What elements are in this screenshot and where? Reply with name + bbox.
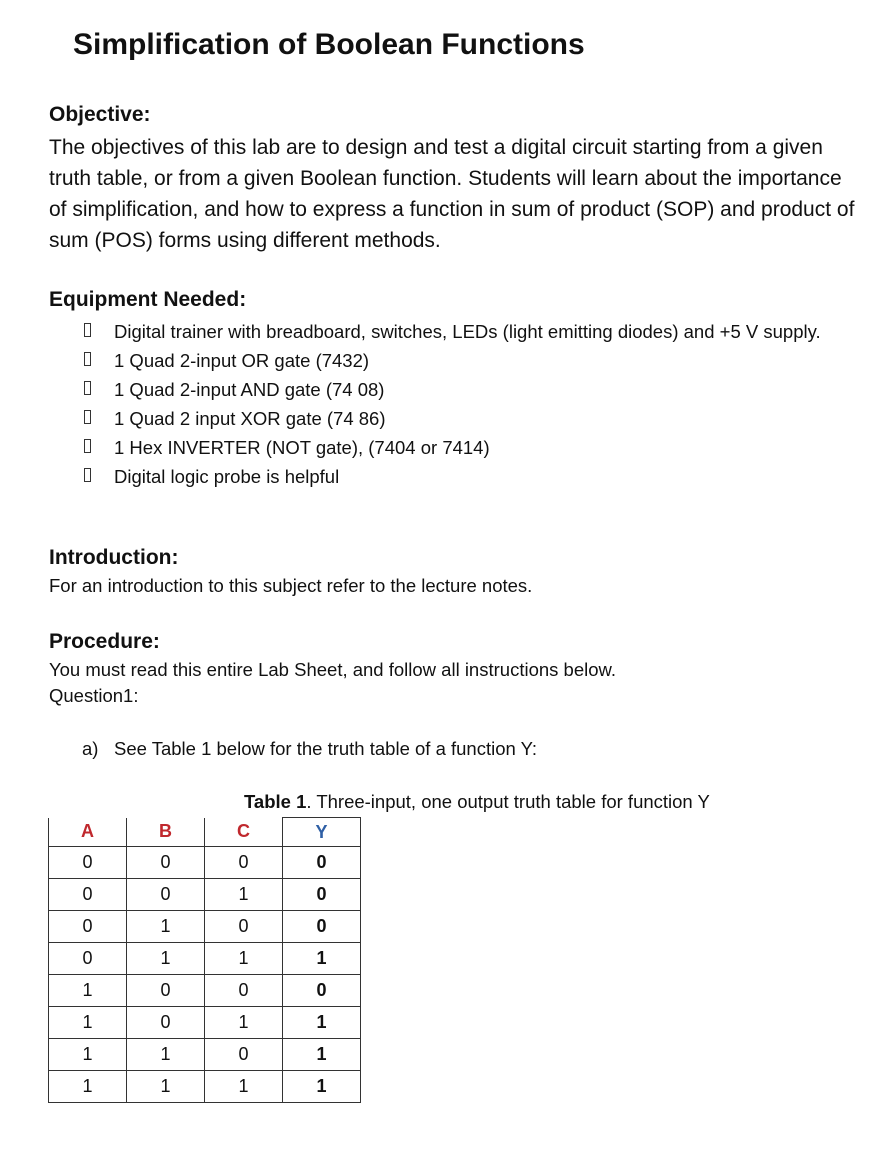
equipment-heading: Equipment Needed: (49, 288, 247, 311)
truth-table (48, 817, 361, 1103)
cell-c: 1 (205, 1071, 283, 1103)
cell-c: 1 (205, 1007, 283, 1039)
cell-b: 1 (127, 1039, 205, 1071)
cell-a: 1 (49, 1071, 127, 1103)
cell-y: 0 (283, 847, 361, 879)
cell-a: 1 (49, 1007, 127, 1039)
cell-b: 1 (127, 943, 205, 975)
cell-a: 1 (49, 975, 127, 1007)
item-a-text: See Table 1 below for the truth table of a function Y: (114, 738, 538, 759)
table-row (49, 1007, 361, 1039)
objective-text: The objectives of this lab are to design and test a digital circuit starting from a given truth table, or from a given Boolean function. Students will learn about the importance of simplification, and how to express a function in sum of product (SOP) and product of sum (POS) forms using different methods. (49, 136, 855, 252)
table-row (49, 1039, 361, 1071)
list-item (82, 434, 842, 461)
cell-a: 0 (49, 911, 127, 943)
table-row (49, 1071, 361, 1103)
table-caption-text: . Three-input, one output truth table for function Y (306, 791, 710, 812)
equipment-item-label: 1 Hex INVERTER (NOT gate), (7404 or 7414) (114, 437, 490, 458)
bullet-box-icon (84, 410, 91, 424)
equipment-item-label: Digital trainer with breadboard, switches, LEDs (light emitting diodes) and +5 V supply. (114, 321, 821, 342)
column-header-b: B (127, 818, 205, 847)
equipment-item-label: 1 Quad 2-input AND gate (74 08) (114, 379, 385, 400)
cell-c: 0 (205, 1039, 283, 1071)
table-row (49, 911, 361, 943)
column-header-c: C (205, 818, 283, 847)
bullet-box-icon (84, 439, 91, 453)
table-caption (244, 791, 710, 813)
cell-a: 0 (49, 879, 127, 911)
cell-b: 1 (127, 1071, 205, 1103)
table-row (49, 847, 361, 879)
table-header-row (49, 818, 361, 847)
cell-c: 0 (205, 911, 283, 943)
equipment-item-label: 1 Quad 2-input OR gate (7432) (114, 350, 370, 371)
cell-a: 1 (49, 1039, 127, 1071)
cell-a: 0 (49, 943, 127, 975)
cell-a: 0 (49, 847, 127, 879)
bullet-box-icon (84, 381, 91, 395)
bullet-box-icon (84, 323, 91, 337)
cell-y: 1 (283, 1071, 361, 1103)
list-item (82, 318, 842, 345)
table-row (49, 879, 361, 911)
procedure-heading: Procedure: (49, 630, 160, 653)
cell-b: 0 (127, 1007, 205, 1039)
table-caption-label: Table 1 (244, 791, 307, 812)
cell-y: 0 (283, 879, 361, 911)
cell-b: 1 (127, 911, 205, 943)
table-row (49, 943, 361, 975)
list-item (82, 463, 842, 490)
list-item (82, 376, 842, 403)
cell-y: 1 (283, 1007, 361, 1039)
bullet-box-icon (84, 468, 91, 482)
cell-y: 1 (283, 1039, 361, 1071)
equipment-item-label: 1 Quad 2 input XOR gate (74 86) (114, 408, 386, 429)
column-header-a: A (49, 818, 127, 847)
equipment-list (82, 318, 842, 492)
objective-heading: Objective: (49, 103, 151, 126)
item-marker: a) (82, 738, 99, 759)
cell-y: 0 (283, 911, 361, 943)
cell-c: 0 (205, 975, 283, 1007)
introduction-heading: Introduction: (49, 546, 179, 569)
cell-c: 1 (205, 879, 283, 911)
cell-b: 0 (127, 975, 205, 1007)
page-title: Simplification of Boolean Functions (73, 28, 585, 61)
procedure-text: You must read this entire Lab Sheet, and follow all instructions below. (49, 659, 616, 680)
introduction-text: For an introduction to this subject refer to the lecture notes. (49, 575, 533, 596)
cell-b: 0 (127, 847, 205, 879)
cell-c: 1 (205, 943, 283, 975)
cell-y: 1 (283, 943, 361, 975)
cell-c: 0 (205, 847, 283, 879)
equipment-item-label: Digital logic probe is helpful (114, 466, 340, 487)
cell-b: 0 (127, 879, 205, 911)
cell-y: 0 (283, 975, 361, 1007)
list-item (82, 347, 842, 374)
bullet-box-icon (84, 352, 91, 366)
procedure-item-a (82, 738, 537, 760)
column-header-y: Y (283, 818, 361, 847)
list-item (82, 405, 842, 432)
table-row (49, 975, 361, 1007)
question-label: Question1: (49, 685, 139, 706)
